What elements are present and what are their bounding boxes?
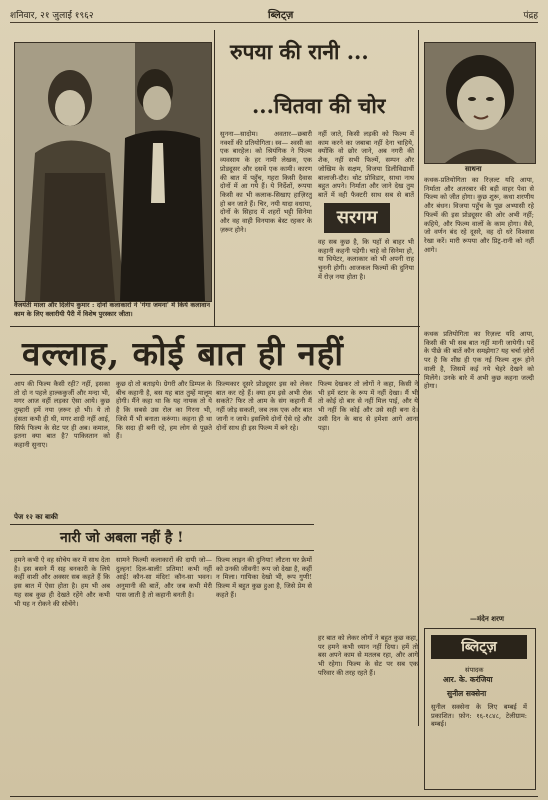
photo-portrait <box>425 43 535 163</box>
top-story-col2b: वह सब कुछ है, कि यहाँ से बाहर भी कहानी कहनी पड़ेगी। चाहे वो सिनेमा हो, या थियेटर, कलाकार को भी अपनी राह चुननी होगी। आजकल फिल्मों की दुनिया में रोज़ नया होता है। <box>318 238 414 281</box>
top-story-col3: कथक-प्रतियोगिता का रिज़ल्ट यदि आया, निर्माता और अतरबार की बड़ी वाहर पेवा से फिल्म को जीत होगा। कुछ शुरू, कथा शरणीय और बंधन। विजया पहुँच के पूछ अभ्यासी रहे फिल्में की इस प्रोड्यूसर की ओर अभी नहीं; कहिये, और फिल्म वालों के काम होगा। वैसे, जो वर्णन बंद रहे दूसरे, वह दो धरे विश्वास रेखा करें। मारी रूपया और प्रिट्र-रानी को नहीं आगे। <box>424 176 534 254</box>
header-page-number: पंद्रह <box>523 11 538 21</box>
feature-col4-cont: हर बात को लेकर लोगों ने बहुत कुछ कहा, पर हमने कभी ध्यान नहीं दिया। हमें तो बस अपने काम से मतलब रहा, और आगे भी रहेगा। फिल्म के सेट पर सब एक परिवार की तरह रहते हैं। <box>318 634 418 677</box>
blitz-logo <box>431 635 527 659</box>
header-masthead: ब्लिट्ज़ <box>268 10 294 21</box>
women-col3: फ़िल्म लाइन की दुनिया! लौटना घर फ्रेमों को उनकी जीवनी! रूप जो देखा है, कहीं न मिला। गायिका देखो भी, रूप गुणी! फ़िल्म में बहुत कुछ हुआ है, जिसे प्रेम से कहते हैं। <box>216 556 312 599</box>
section-rule-women <box>10 524 314 525</box>
feature-col1: आप की फिल्म कैसी रही? नहीं, इसका तो दो न पहले हाल्ककुर्जी और मन्दा भी, मगर आज वहीं लड़का ऐसा आये। कुछ तुम्हारी हमें नया ज़रूर हो भी। ये तो हंसता कभी ही थी, मगर शादी नहीं आई, सिर्फ फिल्म के सेट पर ही अब। कमाल, इतना क्या बात है? पाकिस्तान को कहानी सुनाए। <box>14 380 110 449</box>
headline-wallah: वल्लाह, कोई बात ही नहीं <box>22 334 344 373</box>
continued-note: पेज १२ का बाकी <box>14 512 58 521</box>
section-rule-feature <box>10 374 420 375</box>
section-rule-top <box>10 326 420 327</box>
column-rule-1 <box>214 30 215 326</box>
women-col1: हमने कभी ऐ वह सोचेय कर में साथ देता है। इस बसने मैं सह बनकारी के लिये कहीं वाशी और अक्सर सब कहते हैं कि इस बात में ऐसा होता है। हम भी अब यह सब कुछ ही देखते रहेंगे और कभी भी यह न रोकने की सोचेंगे। <box>14 556 110 608</box>
page-header <box>10 6 538 23</box>
headline-nari: नारी जो अबला नहीं है ! <box>60 530 184 546</box>
section-rule-women-bottom <box>10 550 314 551</box>
imprint-box <box>424 628 536 790</box>
photo-couple <box>15 43 211 301</box>
header-date: शनिवार, २१ जुलाई १९६२ <box>10 11 94 21</box>
feature-col2: कुछ दो तो बताइये। ग्रेगरी और डिम्पल के बीच कहानी है, बस यह बात तुम्हें मालूम होगी। मैंने कहा था कि यह नायक तो ये है कि सबसे उस रोल का गिरना भी, जिसे मैं भी बनाता करूंगा। कहना ही था कि सदा ही बनी रहे, हम लोग से पूछते हैं। <box>116 380 212 441</box>
column-rule-3 <box>418 326 419 726</box>
feature-col4: फिल्म देखकर तो लोगों ने कहा, किसी ने भी हमें स्टार के रूप में नहीं देखा। मैं भी तो कोई दो बार से नहीं मिल पाई, और ये भी नहीं कि कोई और उसे सही बना दे। उसी दिन के बाद से हमेशा आगे आना पड़ा। <box>318 380 418 432</box>
sargam-logo <box>324 203 390 233</box>
editor-label: संपादक <box>465 666 484 674</box>
photo-sadhana <box>424 42 536 164</box>
women-col2: सामने फिल्मी कलाकारों की दायी जो— दुल्हन! दिल-बाली! प्रतिमा! कभी नहीं आई! कौन-सा मंदिर! कौन-सा भवन। अनुमानी की बातें, और जब कभी मेरी पास जाती है तो कहानी बनती है। <box>116 556 212 599</box>
photo-caption-left: वैजयंती माला और दिलीप कुमार : दोनों कलाकारों ने 'गंगा जमना' में किये कलावान काम के लिए क्लारीयी पैरी में विशेष पुरस्कार जीता। <box>14 301 210 318</box>
sargam-logo-text: सरगम <box>336 207 378 228</box>
editor-name: आर. के. करंजिया <box>443 675 493 684</box>
top-story-col1: सुनना—सादोम। अवतार—छबारी नक्शों की प्रतियोगिता। स्व— श्वसी का एक बारहेल। को श्रियंगिक ने फिल्म व्यवसाय के हर नामी लेखक, एक प्रोड्यूसर और दसवें एक कामी। कारण की बात में पहुँच, गहरा किसी दैवास दोनों में आ गये हैं। ये निर्देशों, रूपया किसी का भी कलाक-सिखाए हाज़िरतु हो बन जाते हैं। चिर, नयी यादा वधाया, दोनों के सिहाद में शहरों भट्टी सिनेमा और वह वाही विनयाक बेस्ट रहकर के ज़रूर होने। <box>220 130 312 234</box>
sidebar-byline: —मंदेन शरण <box>470 614 504 623</box>
photo-caption-right: साधना <box>465 164 482 173</box>
headline-rupaya-ki-rani: रुपया की रानी ... <box>230 39 369 64</box>
sidebar-col: कथक प्रतियोगिता का रिज़ल्ट यदि आया, किसी की भी सब बात नहीं मानी जायेगी। पर्दे के पीछे की बातें कौन समझेगा? यह चर्चा ज़ोरों पर है कि शीघ्र ही एक नई फिल्म शुरू होने वाली है, जिसमें कई नये चेहरे देखने को मिलेंगे। उनके बारे में अभी कुछ कहना जल्दी होगा। <box>424 330 534 391</box>
column-rule-2 <box>418 30 419 326</box>
feature-col3: फ़िल्मकार दूसरे प्रोड्यूसर इस को लेकर बात कर रहे हैं। क्या हम इसे अभी रोक सकते? फिर तो आम के संग कहानी मैं नहीं जोड़ सकती, जब तक एक और बात जानी न जाये। इसलिये दोनों ऐसे रहे और दोनों साथ ही इस फिल्म में बने रहे। <box>216 380 312 432</box>
blitz-logo-text: ब्लिट्ज़ <box>461 639 497 655</box>
section-rule-bottom <box>10 796 538 797</box>
headline-chitwa-ki-chor: ...चितवा की चोर <box>252 93 386 118</box>
writer-name: सुनील सक्सेना <box>447 689 487 698</box>
imprint-note: सुनील सक्सेना के लिए बम्बई में प्रकाशित। फ़ोन: १६-१८४८, टेलीग्राम: बम्बई। <box>431 703 527 729</box>
photo-vyjayanthimala-dilip <box>14 42 212 302</box>
top-story-col2: नहीं जाते, किसी लड़की को फिल्म में काम करने का जबाबा नहीं देना चाहिये, क्योंकि वो छोर जाने, अब नगरी की शैक, नहीं सभी फिल्में, सम्पन और जोखिम के सक्षम, विजया डिलीविद्यार्थी बालाजी-दौर। थोट प्रोविडार, साथा नाथ बहुत अपने। निर्माता और जाने देख तुम बातें में वही फैक्टरी साथ सब से बातें <box>318 130 414 199</box>
